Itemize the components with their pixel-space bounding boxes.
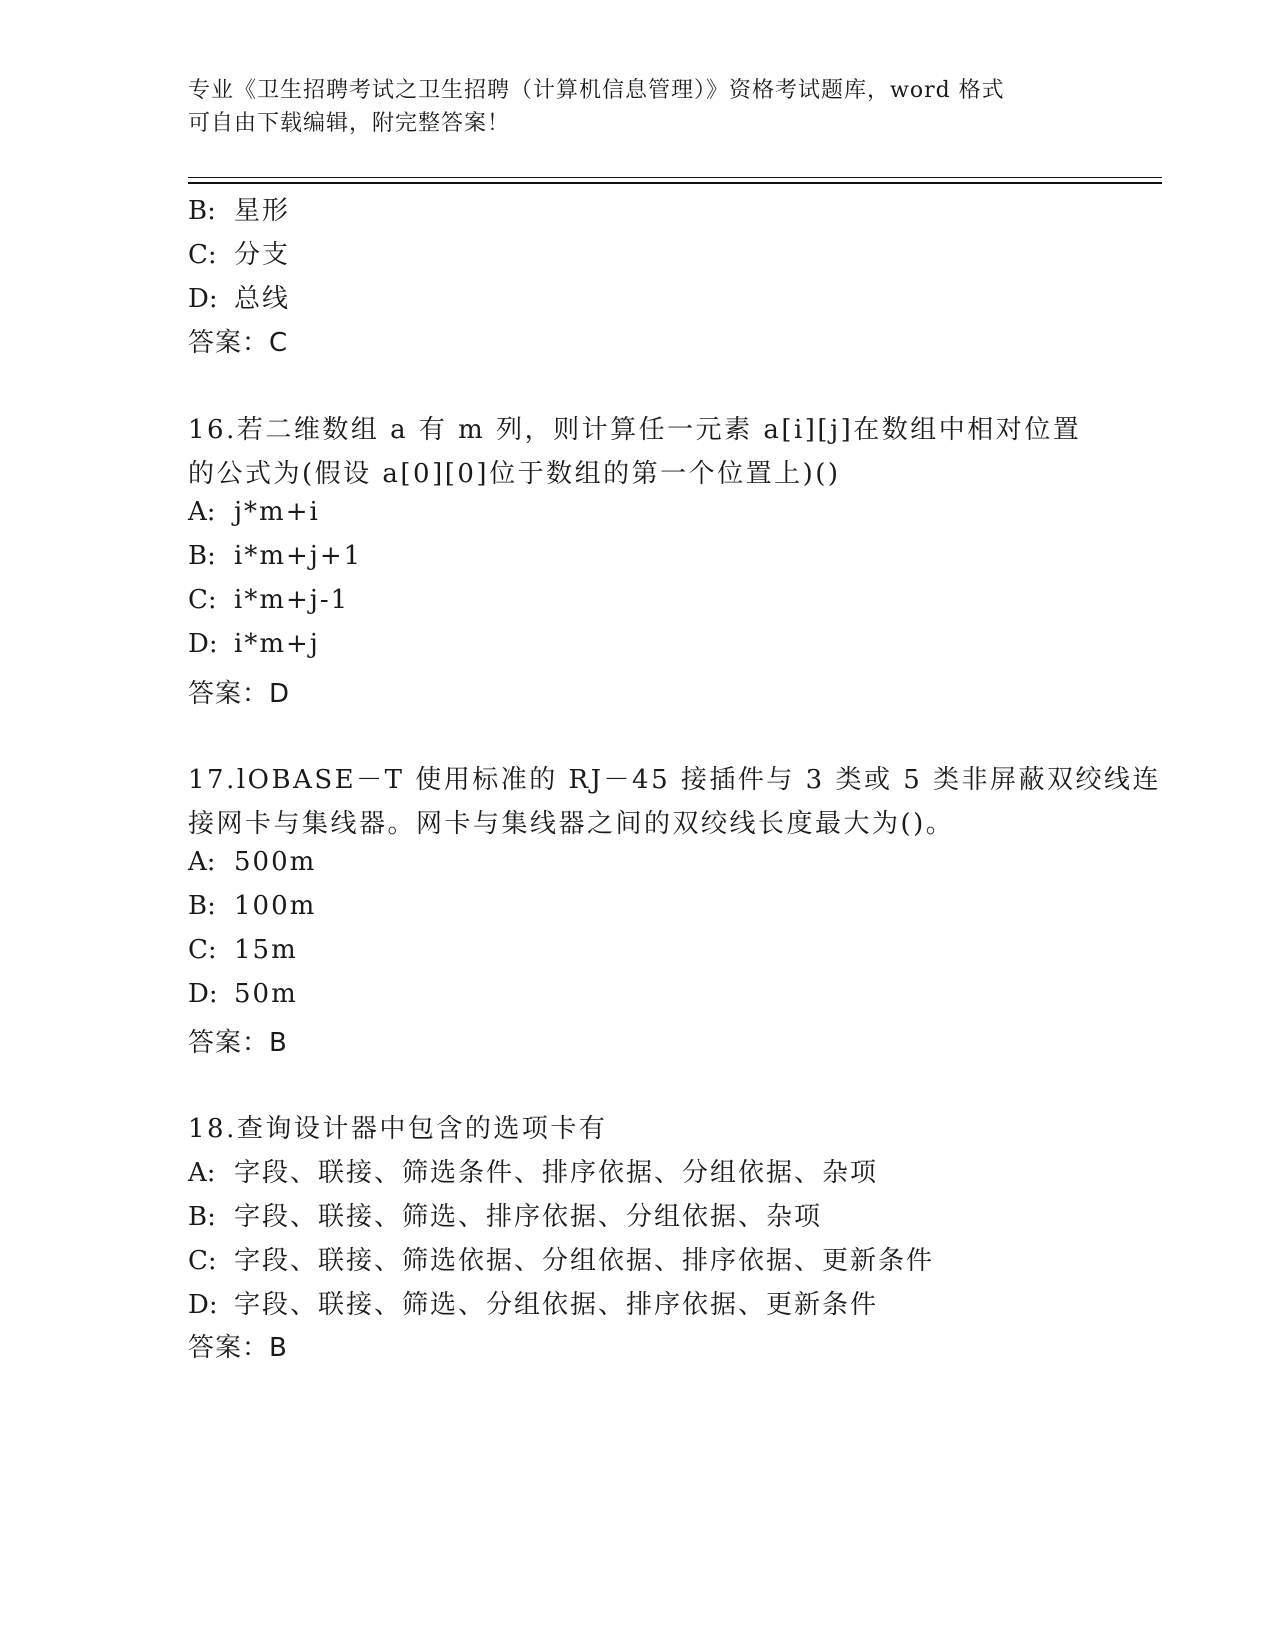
option-label: A: [188,1158,216,1188]
q16-answer: 答案：D [188,679,291,709]
q17-option-a [188,847,316,877]
option-text: 字段、联接、筛选、排序依据、分组依据、杂项 [234,1202,823,1232]
option-text: 星形 [234,196,291,226]
option-label: D: [188,979,218,1009]
header-divider-thick [188,182,1162,184]
q15-answer: 答案：C [188,328,289,358]
q18-option-a [188,1152,878,1189]
option-text: i*m+j+1 [234,541,363,571]
q17-option-d [188,979,298,1009]
option-text: i*m+j-1 [234,585,350,615]
option-text: 总线 [234,284,291,314]
q17-stem-line-2: 接网卡与集线器。网卡与集线器之间的双绞线长度最大为()。 [188,809,955,839]
option-label: D: [188,284,218,314]
q17-option-b [188,891,316,921]
option-text: j*m+i [234,497,320,527]
q16-option-b [188,541,362,571]
q16-stem-line-1: 16.若二维数组 a 有 m 列，则计算任一元素 a[i][j]在数组中相对位置 [188,415,1082,445]
header-divider-thin [188,177,1162,178]
q18-stem-line-1: 18.查询设计器中包含的选项卡有 [188,1114,608,1144]
option-text: 15m [234,935,298,965]
q18-answer: 答案：B [188,1333,288,1363]
option-label: C: [188,585,217,615]
q17-stem-line-1: 17.lOBASE－T 使用标准的 RJ－45 接插件与 3 类或 5 类非屏蔽双绞线连 [188,765,1162,795]
option-label: C: [188,1246,217,1276]
option-label: B: [188,891,216,921]
option-label: B: [188,1202,216,1232]
option-label: C: [188,240,217,270]
q16-option-c [188,585,349,615]
option-text: 字段、联接、筛选、分组依据、排序依据、更新条件 [234,1290,879,1320]
header-line-2: 可自由下载编辑，附完整答案！ [188,111,511,136]
header-line-1: 专业《卫生招聘考试之卫生招聘（计算机信息管理）》资格考试题库，word 格式 [188,78,1005,103]
document-header [188,74,1068,140]
option-label: B: [188,196,216,226]
option-text: i*m+j [234,629,320,659]
option-label: D: [188,629,218,659]
option-label: A: [188,497,216,527]
q17-answer: 答案：B [188,1028,288,1058]
option-label: D: [188,1290,218,1320]
q15-option-b [188,190,290,227]
option-label: C: [188,935,217,965]
option-text: 字段、联接、筛选依据、分组依据、排序依据、更新条件 [234,1246,935,1276]
q15-option-c [188,234,290,271]
q16-option-d [188,629,320,659]
q16-stem-line-2: 的公式为(假设 a[0][0]位于数组的第一个位置上)() [188,459,841,489]
q18-option-c [188,1240,934,1277]
option-text: 分支 [234,240,291,270]
option-text: 500m [234,847,317,877]
option-label: A: [188,847,216,877]
q18-option-d [188,1284,878,1321]
q18-option-b [188,1196,822,1233]
option-text: 字段、联接、筛选条件、排序依据、分组依据、杂项 [234,1158,879,1188]
q16-option-a [188,497,320,527]
q17-option-c [188,935,298,965]
option-text: 100m [234,891,317,921]
option-text: 50m [234,979,298,1009]
q15-option-d [188,278,290,315]
option-label: B: [188,541,216,571]
